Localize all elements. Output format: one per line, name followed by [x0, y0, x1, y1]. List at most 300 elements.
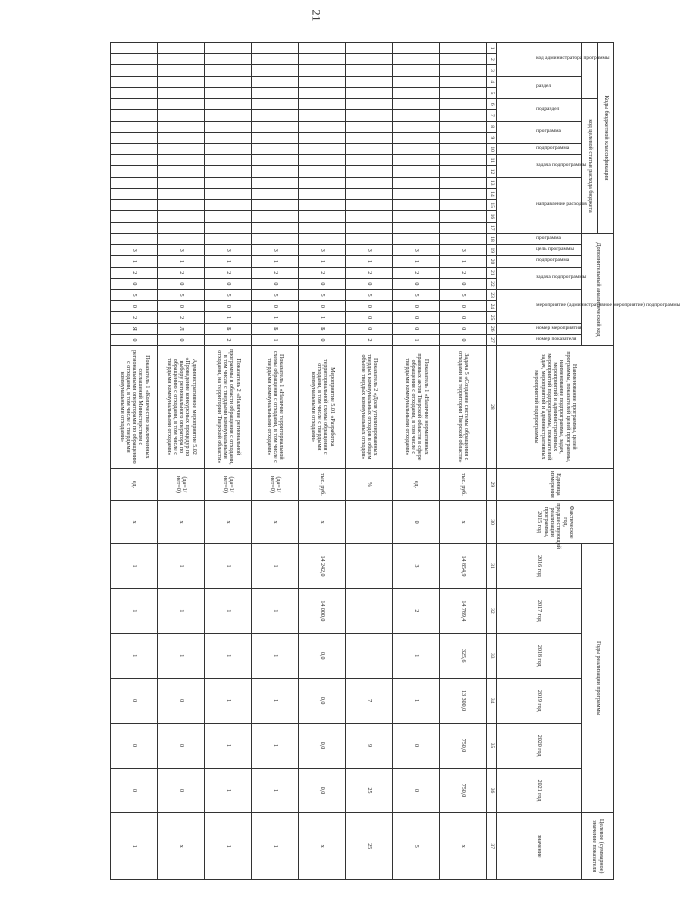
- code-digit-cell: 1: [111, 256, 158, 267]
- column-number-cell: 10: [487, 143, 497, 154]
- code-digit-cell: 0: [111, 334, 158, 345]
- code-digit-cell: 2: [158, 312, 205, 323]
- row-year-value-cell: [346, 588, 393, 633]
- empty-code-cell: [158, 233, 205, 244]
- header-actual-2015: Фактическое год, предшествующий реализации программы, 2015 год: [497, 501, 614, 544]
- empty-code-cell: [346, 54, 393, 65]
- empty-code-cell: [393, 155, 440, 166]
- empty-code-cell: [111, 132, 158, 143]
- column-number-cell: 9: [487, 132, 497, 143]
- header-bk-classification: Коды бюджетной классификации: [598, 43, 614, 234]
- empty-code-cell: [299, 87, 346, 98]
- empty-code-cell: [393, 132, 440, 143]
- row-target-cell: 1: [252, 813, 299, 880]
- code-digit-cell: 0: [393, 323, 440, 334]
- code-digit-cell: 1: [440, 256, 487, 267]
- page-number: 21: [309, 9, 324, 22]
- row-name-cell: Показатель 2 «Наличие региональной программы в области обращения с отходами, в том числе с твердыми коммунальными отходами, на территории Тверской области»: [205, 346, 252, 468]
- empty-code-cell: [393, 177, 440, 188]
- code-digit-cell: 2: [205, 267, 252, 278]
- empty-code-cell: [299, 143, 346, 154]
- header-podprogramma: подпрограмма: [497, 143, 582, 154]
- empty-code-cell: [252, 143, 299, 154]
- table-row: [440, 43, 487, 880]
- row-year-value-cell: 1: [111, 588, 158, 633]
- empty-code-cell: [205, 99, 252, 110]
- row-target-cell: x: [158, 813, 205, 880]
- empty-code-cell: [299, 99, 346, 110]
- empty-code-cell: [299, 222, 346, 233]
- row-year-value-cell: 1: [252, 678, 299, 723]
- code-digit-cell: 0: [440, 323, 487, 334]
- empty-code-cell: [440, 54, 487, 65]
- code-digit-cell: 1: [393, 334, 440, 345]
- empty-code-cell: [440, 132, 487, 143]
- empty-code-cell: [346, 222, 393, 233]
- column-number-cell: 34: [487, 678, 497, 723]
- empty-code-cell: [393, 110, 440, 121]
- row-year-value-cell: 0: [158, 768, 205, 813]
- empty-code-cell: [111, 65, 158, 76]
- code-digit-cell: 5: [440, 290, 487, 301]
- empty-code-cell: [440, 143, 487, 154]
- empty-code-cell: [299, 166, 346, 177]
- row-year-value-cell: 0,0: [299, 723, 346, 768]
- empty-code-cell: [393, 233, 440, 244]
- code-digit-cell: 2: [111, 312, 158, 323]
- empty-code-cell: [440, 76, 487, 87]
- code-digit-cell: 1: [252, 334, 299, 345]
- code-digit-cell: 5: [252, 290, 299, 301]
- row-year-value-cell: 0,0: [299, 768, 346, 813]
- header-year-2017: 2017 год: [497, 588, 582, 633]
- header-add-zadacha: задача подпрограммы: [497, 267, 582, 289]
- code-digit-cell: 2: [299, 267, 346, 278]
- empty-code-cell: [440, 200, 487, 211]
- empty-code-cell: [346, 188, 393, 199]
- empty-code-cell: [440, 121, 487, 132]
- column-number-cell: 4: [487, 76, 497, 87]
- column-number-cell: 35: [487, 723, 497, 768]
- row-year-value-cell: 1: [205, 633, 252, 678]
- header-podrazdel: подраздел: [497, 99, 582, 121]
- empty-code-cell: [158, 143, 205, 154]
- code-digit-cell: 2: [158, 267, 205, 278]
- code-digit-cell: 2: [440, 267, 487, 278]
- row-unit-cell: (да=1/ нет=0): [252, 468, 299, 501]
- code-digit-cell: 3: [346, 245, 393, 256]
- empty-code-cell: [346, 211, 393, 222]
- code-digit-cell: 0: [393, 301, 440, 312]
- empty-code-cell: [346, 99, 393, 110]
- empty-code-cell: [252, 222, 299, 233]
- header-programma: программа: [497, 121, 582, 143]
- row-unit-cell: тыс. руб.: [440, 468, 487, 501]
- empty-code-cell: [299, 65, 346, 76]
- empty-code-cell: [111, 99, 158, 110]
- row-year-value-cell: 1: [158, 633, 205, 678]
- row-year-value-cell: 1: [205, 588, 252, 633]
- empty-code-cell: [205, 200, 252, 211]
- empty-code-cell: [252, 65, 299, 76]
- empty-code-cell: [111, 188, 158, 199]
- code-digit-cell: 3: [205, 245, 252, 256]
- empty-code-cell: [205, 222, 252, 233]
- row-name-cell: Показатель 1 «Количество заключенных соглашений Министерством с региональными операторами по обращению с отходами, в том числе с твердыми коммунальными отходами»: [111, 346, 158, 468]
- header-year-2016: 2016 год: [497, 544, 582, 589]
- empty-code-cell: [299, 188, 346, 199]
- row-year-value-cell: 750,0: [440, 768, 487, 813]
- empty-code-cell: [252, 166, 299, 177]
- row-year-value-cell: 1: [205, 544, 252, 589]
- empty-code-cell: [393, 222, 440, 233]
- empty-code-cell: [346, 143, 393, 154]
- empty-code-cell: [111, 155, 158, 166]
- code-digit-cell: 0: [299, 278, 346, 289]
- header-empty-top: [582, 43, 598, 99]
- column-number-cell: 18: [487, 233, 497, 244]
- empty-code-cell: [346, 110, 393, 121]
- empty-code-cell: [205, 132, 252, 143]
- empty-code-cell: [299, 233, 346, 244]
- empty-code-cell: [299, 200, 346, 211]
- column-number-cell: 3: [487, 65, 497, 76]
- empty-code-cell: [440, 222, 487, 233]
- row-year-value-cell: 1: [158, 544, 205, 589]
- code-digit-cell: 0: [252, 278, 299, 289]
- row-unit-cell: ед.: [111, 468, 158, 501]
- empty-code-cell: [252, 177, 299, 188]
- code-digit-cell: 0: [299, 334, 346, 345]
- row-year-value-cell: 1: [158, 588, 205, 633]
- empty-code-cell: [158, 177, 205, 188]
- header-name-column: Наименование программы, целей программы, показателей целей программы, наименование подпрограммы, задач, мероприятий и административных мероприятий подпрограммы, показателей задач, мероприятий и административных мероприятий подпрограммы: [497, 346, 614, 468]
- empty-code-cell: [393, 143, 440, 154]
- code-digit-cell: 1: [299, 256, 346, 267]
- empty-code-cell: [111, 54, 158, 65]
- row-year-value-cell: 0: [158, 678, 205, 723]
- row-actual-cell: 0: [393, 501, 440, 544]
- code-digit-cell: 2: [346, 334, 393, 345]
- row-year-value-cell: 2: [393, 588, 440, 633]
- empty-code-cell: [346, 177, 393, 188]
- empty-code-cell: [299, 43, 346, 54]
- code-digit-cell: 2: [393, 267, 440, 278]
- empty-code-cell: [346, 43, 393, 54]
- empty-code-cell: [158, 65, 205, 76]
- row-target-cell: x: [440, 813, 487, 880]
- row-year-value-cell: 1: [252, 588, 299, 633]
- row-year-value-cell: 0: [393, 723, 440, 768]
- header-target-value: значение: [497, 813, 582, 880]
- header-row-1: [598, 43, 614, 880]
- column-number-cell: 12: [487, 166, 497, 177]
- code-digit-cell: Л: [158, 323, 205, 334]
- row-year-value-cell: 1: [205, 723, 252, 768]
- row-year-value-cell: 1: [393, 633, 440, 678]
- row-year-value-cell: 1: [393, 678, 440, 723]
- code-digit-cell: 1: [346, 256, 393, 267]
- empty-code-cell: [252, 200, 299, 211]
- column-number-cell: 21: [487, 267, 497, 278]
- row-year-value-cell: [346, 633, 393, 678]
- empty-code-cell: [205, 121, 252, 132]
- empty-code-cell: [111, 166, 158, 177]
- empty-code-cell: [393, 121, 440, 132]
- row-year-value-cell: 0: [111, 723, 158, 768]
- code-digit-cell: 5: [393, 290, 440, 301]
- row-actual-cell: x: [205, 501, 252, 544]
- empty-code-cell: [158, 155, 205, 166]
- row-year-value-cell: 14 242,0: [299, 544, 346, 589]
- empty-code-cell: [158, 132, 205, 143]
- column-number-cell: 29: [487, 468, 497, 501]
- empty-code-cell: [158, 188, 205, 199]
- row-year-value-cell: 0: [393, 768, 440, 813]
- code-digit-cell: 5: [299, 290, 346, 301]
- empty-code-cell: [158, 110, 205, 121]
- column-number-cell: 22: [487, 278, 497, 289]
- empty-code-cell: [205, 43, 252, 54]
- empty-code-cell: [158, 200, 205, 211]
- row-name-cell: Мероприятие 5.01 «Разработка территориальной схемы обращения с отходами, в том числе с твердыми коммунальными отходами»: [299, 346, 346, 468]
- empty-code-cell: [393, 188, 440, 199]
- empty-code-cell: [393, 87, 440, 98]
- empty-code-cell: [299, 211, 346, 222]
- row-name-cell: Административное мероприятие 5.02 «Проведение конкурсных процедур по выбору регионального оператора по обращению с отходами, в том числе с твердыми коммунальными отходами»: [158, 346, 205, 468]
- empty-code-cell: [158, 76, 205, 87]
- column-number-cell: 7: [487, 110, 497, 121]
- code-digit-cell: 0: [346, 301, 393, 312]
- budget-program-table-rotated: [94, 42, 680, 880]
- row-actual-cell: [346, 501, 393, 544]
- row-year-value-cell: 1: [252, 723, 299, 768]
- empty-code-cell: [205, 188, 252, 199]
- row-unit-cell: (да=1/ нет=0): [158, 468, 205, 501]
- empty-code-cell: [440, 43, 487, 54]
- empty-code-cell: [205, 166, 252, 177]
- empty-code-cell: [440, 233, 487, 244]
- row-unit-cell: ед.: [393, 468, 440, 501]
- empty-code-cell: [346, 76, 393, 87]
- empty-code-cell: [346, 166, 393, 177]
- row-actual-cell: x: [158, 501, 205, 544]
- empty-code-cell: [111, 143, 158, 154]
- empty-code-cell: [252, 211, 299, 222]
- column-number-cell: 23: [487, 290, 497, 301]
- row-year-value-cell: 0: [111, 768, 158, 813]
- column-number-cell: 15: [487, 200, 497, 211]
- code-digit-cell: 5: [346, 290, 393, 301]
- column-number-cell: 16: [487, 211, 497, 222]
- header-year-2019: 2019 год: [497, 678, 582, 723]
- row-year-value-cell: 1: [111, 633, 158, 678]
- empty-code-cell: [252, 99, 299, 110]
- code-digit-cell: 2: [205, 334, 252, 345]
- row-target-cell: 25: [346, 813, 393, 880]
- empty-code-cell: [346, 121, 393, 132]
- code-digit-cell: 3: [393, 245, 440, 256]
- row-actual-cell: x: [440, 501, 487, 544]
- empty-code-cell: [111, 110, 158, 121]
- empty-code-cell: [252, 43, 299, 54]
- column-number-cell: 8: [487, 121, 497, 132]
- empty-code-cell: [158, 99, 205, 110]
- code-digit-cell: 3: [252, 245, 299, 256]
- header-additional-codes: Дополнительный аналитический код: [582, 233, 614, 345]
- column-number-cell: 13: [487, 177, 497, 188]
- empty-code-cell: [440, 211, 487, 222]
- empty-code-cell: [440, 87, 487, 98]
- header-expense-article-codes: код целевой статьи расхода бюджета: [582, 99, 598, 234]
- row-year-value-cell: 14 000,0: [299, 588, 346, 633]
- code-digit-cell: 1: [205, 312, 252, 323]
- code-digit-cell: 5: [111, 290, 158, 301]
- empty-code-cell: [205, 233, 252, 244]
- code-digit-cell: 0: [440, 301, 487, 312]
- empty-code-cell: [299, 76, 346, 87]
- column-number-cell: 1: [487, 43, 497, 54]
- empty-code-cell: [158, 222, 205, 233]
- empty-code-cell: [252, 188, 299, 199]
- column-number-cell: 31: [487, 544, 497, 589]
- empty-code-cell: [111, 43, 158, 54]
- empty-code-cell: [346, 155, 393, 166]
- rotated-page-area: [94, 42, 680, 880]
- empty-code-cell: [252, 233, 299, 244]
- column-number-cell: 24: [487, 301, 497, 312]
- empty-code-cell: [205, 110, 252, 121]
- code-digit-cell: 0: [205, 278, 252, 289]
- row-year-value-cell: 0,0: [299, 633, 346, 678]
- empty-code-cell: [158, 54, 205, 65]
- column-number-cell: 33: [487, 633, 497, 678]
- column-number-cell: 26: [487, 323, 497, 334]
- row-target-cell: x: [299, 813, 346, 880]
- header-add-nomer-pokaz: номер показателя: [497, 334, 582, 345]
- column-number-row: [487, 43, 497, 880]
- code-digit-cell: 0: [440, 278, 487, 289]
- row-unit-cell: %: [346, 468, 393, 501]
- header-zadacha: задача подпрограммы: [497, 155, 582, 177]
- empty-code-cell: [252, 121, 299, 132]
- row-year-value-cell: 1: [252, 768, 299, 813]
- code-digit-cell: 3: [299, 245, 346, 256]
- empty-code-cell: [111, 211, 158, 222]
- empty-code-cell: [252, 155, 299, 166]
- header-year-2018: 2018 год: [497, 633, 582, 678]
- empty-code-cell: [393, 99, 440, 110]
- header-years-title: Годы реализации программы: [582, 544, 614, 813]
- code-digit-cell: 1: [393, 256, 440, 267]
- code-digit-cell: 0: [440, 334, 487, 345]
- empty-code-cell: [440, 110, 487, 121]
- column-number-cell: 20: [487, 256, 497, 267]
- empty-code-cell: [393, 76, 440, 87]
- empty-code-cell: [299, 132, 346, 143]
- header-year-2021: 2021 год: [497, 768, 582, 813]
- row-year-value-cell: 7: [346, 678, 393, 723]
- empty-code-cell: [158, 211, 205, 222]
- empty-code-cell: [111, 87, 158, 98]
- empty-code-cell: [299, 155, 346, 166]
- code-digit-cell: Б: [252, 323, 299, 334]
- empty-code-cell: [440, 99, 487, 110]
- row-year-value-cell: 13 300,0: [440, 678, 487, 723]
- empty-code-cell: [393, 200, 440, 211]
- column-number-cell: 14: [487, 188, 497, 199]
- header-razdel: раздел: [497, 76, 582, 98]
- row-year-value-cell: 14 854,9: [440, 544, 487, 589]
- column-number-cell: 2: [487, 54, 497, 65]
- empty-code-cell: [346, 65, 393, 76]
- empty-code-cell: [393, 54, 440, 65]
- code-digit-cell: 1: [205, 256, 252, 267]
- code-digit-cell: 0: [111, 301, 158, 312]
- code-digit-cell: 2: [111, 267, 158, 278]
- header-add-nomer-mer: номер мероприятия: [497, 323, 582, 334]
- row-year-value-cell: 1: [252, 633, 299, 678]
- row-actual-cell: x: [299, 501, 346, 544]
- empty-code-cell: [299, 121, 346, 132]
- code-digit-cell: 0: [346, 278, 393, 289]
- row-name-cell: Показатель 1 «Наличие территориальной схемы обращения с отходами, в том числе с твердыми коммунальными отходами»: [252, 346, 299, 468]
- row-year-value-cell: 325,6: [440, 633, 487, 678]
- empty-code-cell: [346, 233, 393, 244]
- row-year-value-cell: 14 789,4: [440, 588, 487, 633]
- code-digit-cell: 0: [158, 278, 205, 289]
- code-digit-cell: 1: [158, 256, 205, 267]
- code-digit-cell: 0: [346, 323, 393, 334]
- empty-code-cell: [252, 87, 299, 98]
- empty-code-cell: [252, 76, 299, 87]
- column-number-cell: 19: [487, 245, 497, 256]
- row-year-value-cell: [346, 544, 393, 589]
- table-row: [111, 43, 158, 880]
- empty-code-cell: [393, 166, 440, 177]
- empty-code-cell: [111, 233, 158, 244]
- code-digit-cell: 0: [299, 301, 346, 312]
- empty-code-cell: [252, 110, 299, 121]
- empty-code-cell: [205, 177, 252, 188]
- row-name-cell: Показатель 2 «Доля утилизированных твердых коммунальных отходов в общем объеме твердых коммунальных отходов»: [346, 346, 393, 468]
- table-row: [252, 43, 299, 880]
- code-digit-cell: 0: [111, 278, 158, 289]
- code-digit-cell: 3: [111, 245, 158, 256]
- code-digit-cell: 0: [393, 312, 440, 323]
- row-year-value-cell: 3: [393, 544, 440, 589]
- empty-code-cell: [346, 200, 393, 211]
- empty-code-cell: [252, 54, 299, 65]
- empty-code-cell: [111, 222, 158, 233]
- empty-code-cell: [393, 211, 440, 222]
- code-digit-cell: 3: [440, 245, 487, 256]
- header-code-admin: код администратора программы: [497, 43, 582, 77]
- row-target-cell: 5: [393, 813, 440, 880]
- row-target-cell: 1: [111, 813, 158, 880]
- empty-code-cell: [440, 177, 487, 188]
- empty-code-cell: [205, 87, 252, 98]
- empty-code-cell: [111, 200, 158, 211]
- row-year-value-cell: 0: [111, 678, 158, 723]
- empty-code-cell: [252, 132, 299, 143]
- code-digit-cell: 0: [346, 312, 393, 323]
- row-target-cell: 1: [205, 813, 252, 880]
- table-row: [346, 43, 393, 880]
- column-number-cell: 6: [487, 99, 497, 110]
- empty-code-cell: [111, 177, 158, 188]
- empty-code-cell: [205, 76, 252, 87]
